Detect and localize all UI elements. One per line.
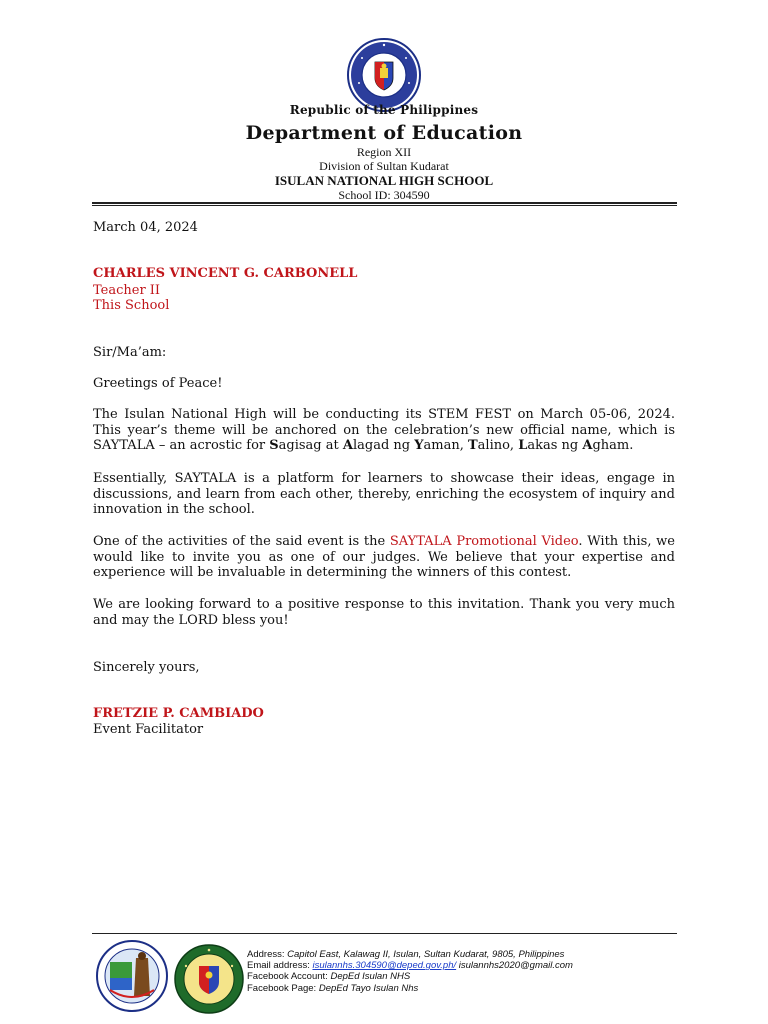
paragraph-invitation-before: One of the activities of the said event is the <box>93 534 390 549</box>
school-id: School ID: 304590 <box>338 188 430 202</box>
recipient-title: Teacher II <box>93 283 161 298</box>
greeting: Greetings of Peace! <box>93 376 223 391</box>
acrostic-word: gham. <box>592 438 634 454</box>
acrostic-word: agisag at <box>278 438 343 454</box>
closing: Sincerely yours, <box>93 660 200 675</box>
address-label: Address: <box>247 949 288 960</box>
paragraph-invitation <box>93 534 675 581</box>
department-heading: Department of Education <box>245 122 523 144</box>
email-label: Email address: <box>247 960 313 972</box>
salutation: Sir/Ma’am: <box>93 345 167 360</box>
paragraph-platform: Essentially, SAYTALA is a platform for learners to showcase their ideas, engage in discussions, and learn from each other, thereby, enriching the ecosystem of inquiry and innovation in the school. <box>93 471 675 518</box>
school-logo-icon <box>174 944 244 1014</box>
acrostic-initial: A <box>582 438 593 454</box>
signer-name: FRETZIE P. CAMBIADO <box>93 706 264 721</box>
deped-seal-icon <box>347 38 421 112</box>
footer-facebook-page <box>247 983 677 994</box>
paragraph-invitation-after: . With this, we would like to invite you as one of our judges. We believe that your expertise and experience will be invaluable in determining the winners of this contest. <box>93 534 676 581</box>
footer-contact <box>247 949 677 994</box>
region-line: Region XII <box>356 145 412 159</box>
school-name: ISULAN NATIONAL HIGH SCHOOL <box>274 173 494 188</box>
paragraph-theme-intro: The Isulan National High will be conducting its STEM FEST on March 05-06, 2024. This year’s theme will be anchored on the celebration’s new official name, which is SAYTALA – an acrostic for <box>93 407 675 454</box>
republic-heading: Republic of the Philippines <box>289 103 479 117</box>
letter-date: March 04, 2024 <box>93 220 198 235</box>
address-value: Capitol East, Kalawag II, Isulan, Sultan Kudarat, 9805, Philippines <box>287 949 565 960</box>
division-line: Division of Sultan Kudarat <box>319 159 449 173</box>
footer-email <box>247 960 677 971</box>
footer-divider <box>92 933 677 934</box>
acrostic-initial: Y <box>414 438 424 454</box>
email-link[interactable]: isulannhs.304590@deped.gov.ph/ <box>312 960 457 972</box>
recipient-school: This School <box>93 298 170 313</box>
footer-address <box>247 949 677 960</box>
signer-title: Event Facilitator <box>93 722 204 737</box>
facebook-page-value: DepEd Tayo Isulan Nhs <box>318 982 419 994</box>
acrostic-initial: L <box>518 438 528 454</box>
header-divider-thick <box>92 202 677 204</box>
facebook-account-value: DepEd Isulan NHS <box>330 971 411 983</box>
recipient-name: CHARLES VINCENT G. CARBONELL <box>93 266 358 281</box>
paragraph-theme <box>93 407 675 454</box>
acrostic-word: lagad ng <box>352 438 415 454</box>
acrostic-initial: T <box>467 438 478 454</box>
acrostic-word: alino, <box>477 438 519 454</box>
acrostic-word: aman, <box>423 438 468 454</box>
event-highlight: SAYTALA Promotional Video <box>389 534 579 549</box>
facebook-account-label: Facebook Account: <box>247 971 331 983</box>
acrostic-initial: A <box>342 438 353 454</box>
acrostic <box>269 438 633 453</box>
acrostic-initial: S <box>269 438 279 454</box>
email-secondary: isulannhs2020@gmail.com <box>456 960 573 972</box>
division-logo-icon <box>96 940 168 1012</box>
header-divider-thin <box>92 205 677 206</box>
acrostic-word: akas ng <box>527 438 583 454</box>
facebook-page-label: Facebook Page: <box>247 982 319 994</box>
footer-facebook-account <box>247 971 677 982</box>
paragraph-closing: We are looking forward to a positive response to this invitation. Thank you very much and may the LORD bless you! <box>93 597 675 628</box>
